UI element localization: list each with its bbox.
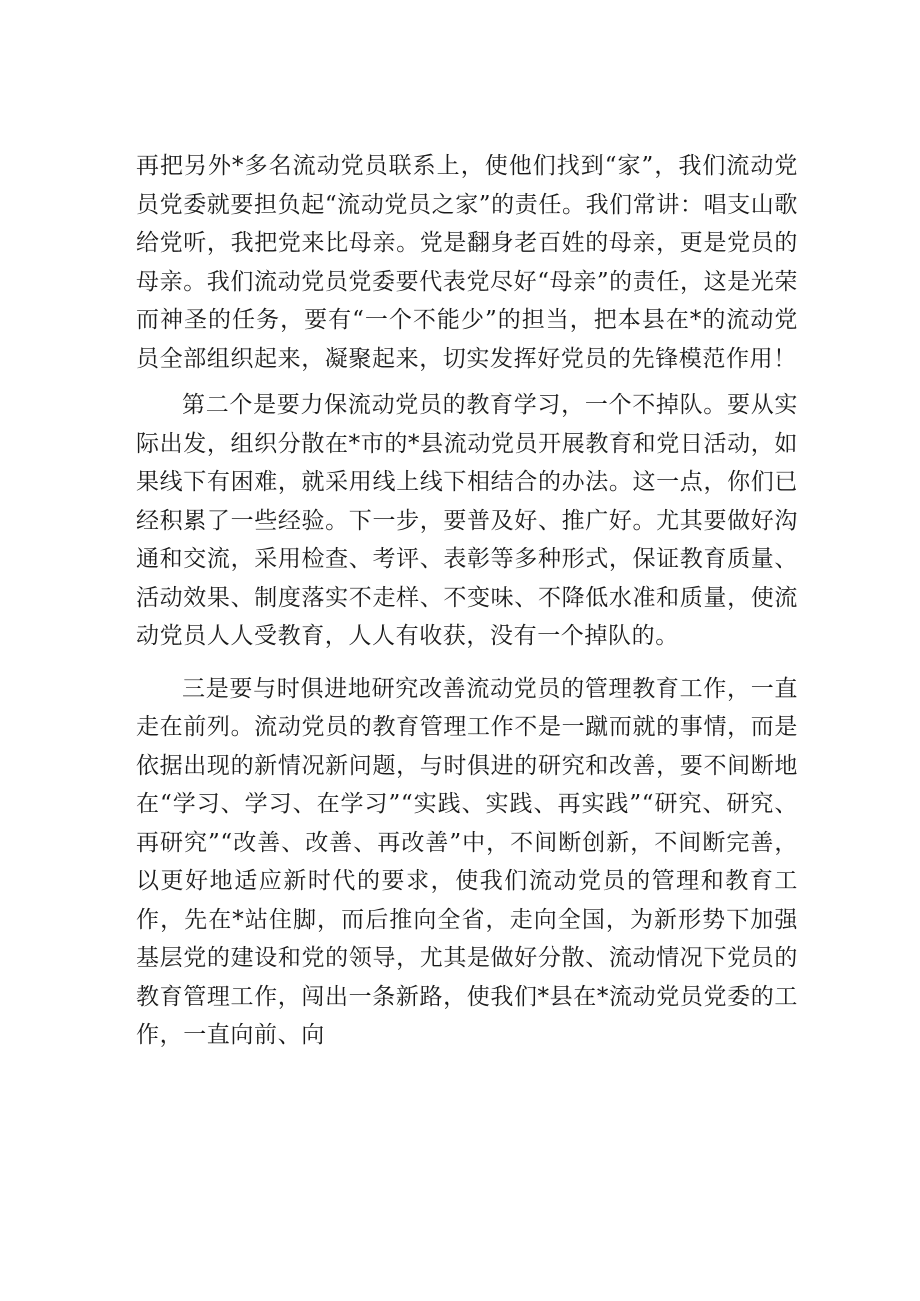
paragraph-2: 第二个是要力保流动党员的教育学习，一个不掉队。要从实际出发，组织分散在*市的*县流动党员开展教育和党日活动，如果线下有困难，就采用线上线下相结合的办法。这一点，你们已经积累了一些经验。下一步，要普及好、推广好。尤其要做好沟通和交流，采用检查、考评、表彰等多种形式，保证教育质量、活动效果、制度落实不走样、不变味、不降低水准和质量，使流动党员人人受教育，人人有收获，没有一个掉队的。 [136, 392, 798, 649]
paragraph-3: 三是要与时俱进地研究改善流动党员的管理教育工作，一直走在前列。流动党员的教育管理工作不是一蹴而就的事情，而是依据出现的新情况新问题，与时俱进的研究和改善，要不间断地在“学习、学习、在学习”“实践、实践、再实践”“研究、研究、再研究”“改善、改善、再改善”中，不间断创新，不间断完善，以更好地适应新时代的要求，使我们流动党员的管理和教育工作，先在*站住脚，而后推向全省，走向全国，为新形势下加强基层党的建设和党的领导，尤其是做好分散、流动情况下党员的教育管理工作，闯出一条新路，使我们*县在*流动党员党委的工作，一直向前、向 [136, 675, 798, 1048]
paragraph-1: 再把另外*多名流动党员联系上，使他们找到“家”，我们流动党员党委就要担负起“流动党员之家”的责任。我们常讲：唱支山歌给党听，我把党来比母亲。党是翻身老百姓的母亲，更是党员的母亲。我们流动党员党委要代表党尽好“母亲”的责任，这是光荣而神圣的任务，要有“一个不能少”的担当，把本县在*的流动党员全部组织起来，凝聚起来，切实发挥好党员的先锋模范作用！ [136, 153, 798, 372]
document-body [136, 147, 798, 1055]
